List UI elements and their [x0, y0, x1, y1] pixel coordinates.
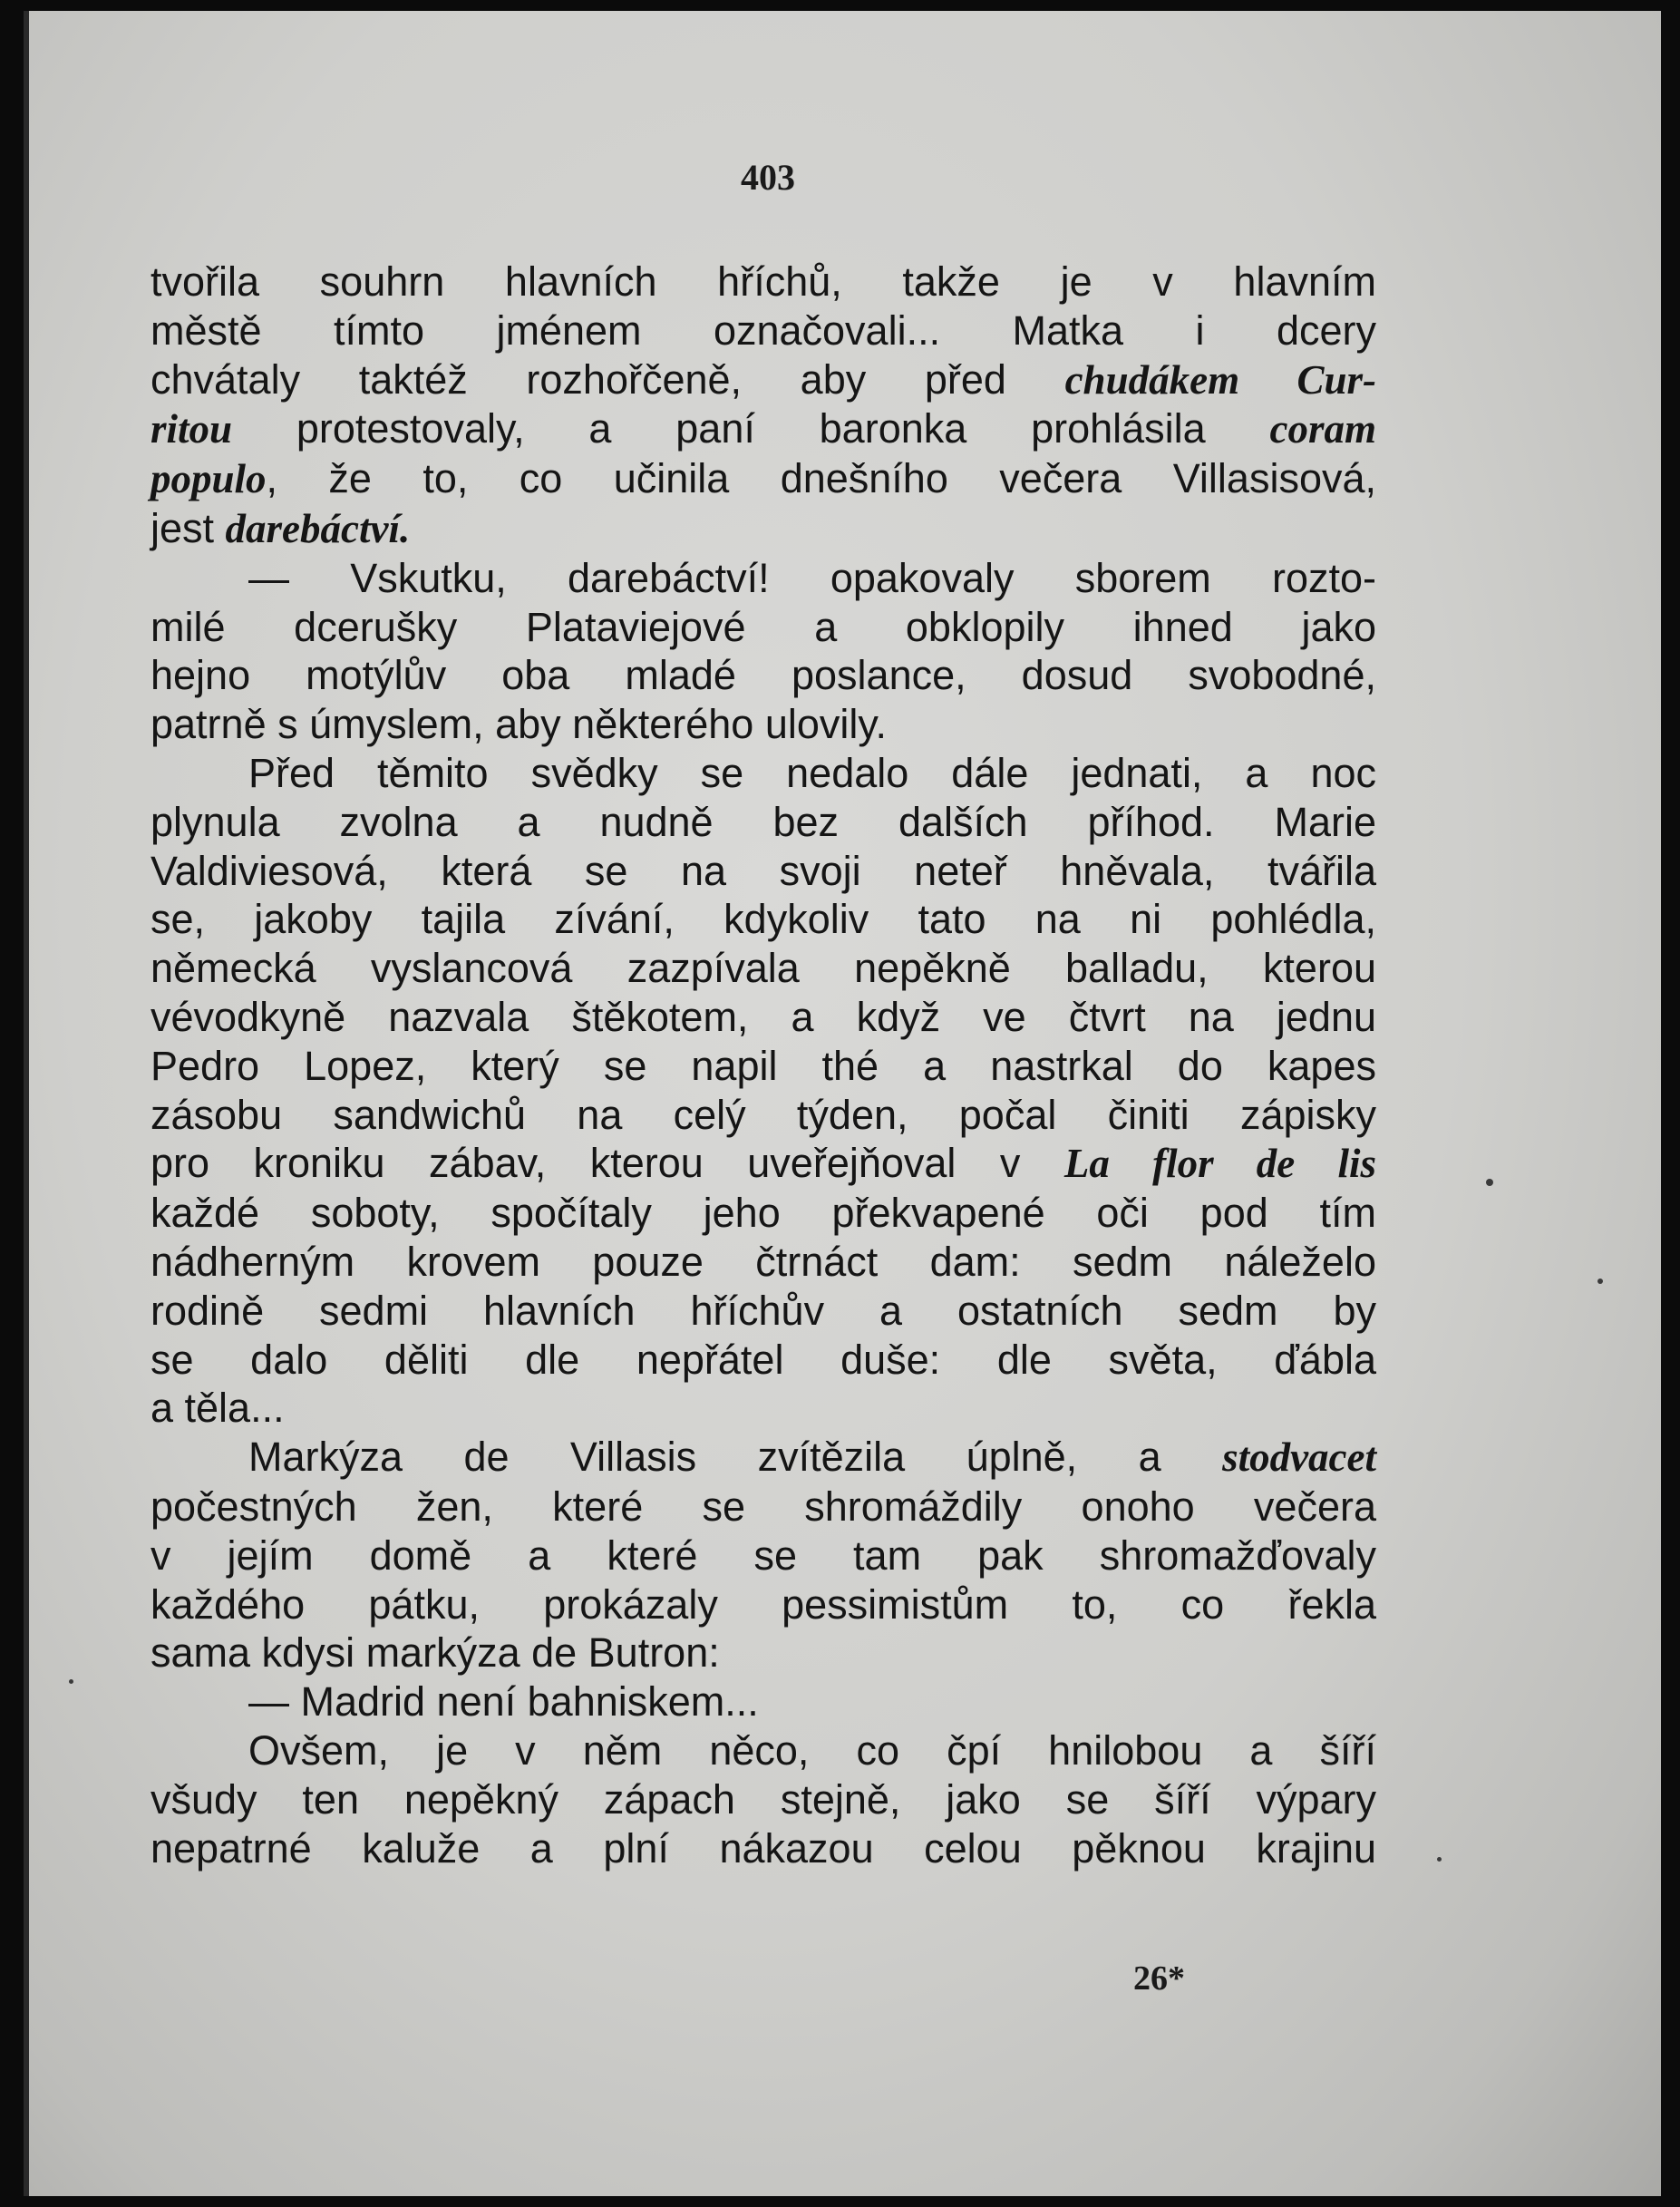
text-line: a těla...: [151, 1385, 285, 1432]
text-line: Ovšem, je v něm něco, co čpí hnilobou a šíří: [248, 1726, 1376, 1774]
italic-phrase: La flor de lis: [1063, 1141, 1376, 1187]
page-number: 403: [741, 157, 795, 198]
text-line: městě tímto jménem označovali... Matka i dcery: [151, 306, 1376, 354]
text-line: chvátaly taktéž rozhořčeně, aby před chudákem Cur-: [151, 355, 1377, 403]
text-line: rodině sedmi hlavních hříchův a ostatních sedm by: [151, 1287, 1376, 1334]
book-page: [24, 11, 1661, 2196]
signature-mark: 26*: [1133, 1959, 1185, 1998]
text-line: milé dcerušky Plataviejové a obklopily ihned jako: [151, 603, 1376, 650]
text-line: populo, že to, co učinila dnešního večera Villasisová,: [151, 455, 1376, 502]
text-line: — Vskutku, darebáctví! opakovaly sborem rozto-: [248, 554, 1376, 601]
text-line: ritou protestovaly, a paní baronka prohlásila coram: [151, 405, 1376, 452]
text-line: každé soboty, spočítaly jeho překvapené oči pod tím: [151, 1190, 1376, 1237]
italic-phrase: chudákem Cur-: [1064, 356, 1377, 403]
text-line: Pedro Lopez, který se napil thé a nastrkal do kapes: [151, 1042, 1376, 1089]
paragraph-3: [151, 749, 1376, 1433]
text-line: zásobu sandwichů na celý týden, počal činiti zápisky: [151, 1091, 1376, 1138]
italic-phrase: stodvacet: [1222, 1434, 1376, 1481]
paragraph-5: [151, 1677, 1376, 1726]
text-line: Markýza de Villasis zvítězila úplně, a stodvacet: [248, 1434, 1376, 1481]
italic-phrase: ritou: [151, 406, 233, 452]
dust-speck: [1486, 1179, 1493, 1186]
dust-speck: [1597, 1279, 1603, 1284]
text-line: tvořila souhrn hlavních hříchů, takže je v hlavním: [151, 258, 1376, 305]
text-line: nádherným krovem pouze čtrnáct dam: sedm náleželo: [151, 1238, 1376, 1285]
dust-speck: [69, 1679, 73, 1684]
text-line: patrně s úmyslem, aby některého ulovily.: [151, 701, 888, 748]
text-line: sama kdysi markýza de Butron:: [151, 1629, 720, 1677]
text-line: jest darebáctví.: [151, 504, 411, 551]
paragraph-6: [151, 1726, 1376, 1872]
text-line: pro kroniku zábav, kterou uveřejňoval v La flor de lis: [151, 1140, 1376, 1187]
text-line: počestných žen, které se shromáždily onoho večera: [151, 1483, 1376, 1530]
text-line: Před těmito svědky se nedalo dále jednati, a noc: [248, 749, 1376, 796]
text-line: se, jakoby tajila zívání, kdykoliv tato na ni pohlédla,: [151, 896, 1376, 943]
text-line: hejno motýlův oba mladé poslance, dosud svobodné,: [151, 652, 1376, 699]
text-line: vévodkyně nazvala štěkotem, a když ve čtvrt na jednu: [151, 993, 1376, 1040]
text-line: všudy ten nepěkný zápach stejně, jako se šíří výpary: [151, 1775, 1376, 1823]
text-line: německá vyslancová zazpívala nepěkně balladu, kterou: [151, 945, 1376, 992]
paragraph-1: [151, 258, 1376, 554]
italic-phrase: populo: [151, 456, 267, 502]
paragraph-2: [151, 554, 1376, 749]
text-line: — Madrid není bahniskem...: [248, 1678, 759, 1726]
body-text: [151, 258, 1376, 1872]
text-line: plynula zvolna a nudně bez dalších příhod. Marie: [151, 798, 1376, 845]
text-line: každého pátku, prokázaly pessimistům to, co řekla: [151, 1580, 1376, 1628]
italic-phrase: coram: [1269, 406, 1376, 452]
paragraph-4: [151, 1433, 1376, 1677]
text-line: Valdiviesová, která se na svoji neteř hněvala, tvářila: [151, 847, 1376, 894]
text-line: v jejím domě a které se tam pak shromažďovaly: [151, 1531, 1376, 1579]
italic-phrase: darebáctví.: [225, 505, 411, 551]
text-line: se dalo děliti dle nepřátel duše: dle světa, ďábla: [151, 1336, 1376, 1383]
dust-speck: [1437, 1857, 1442, 1862]
text-line: nepatrné kaluže a plní nákazou celou pěknou krajinu: [151, 1824, 1376, 1872]
